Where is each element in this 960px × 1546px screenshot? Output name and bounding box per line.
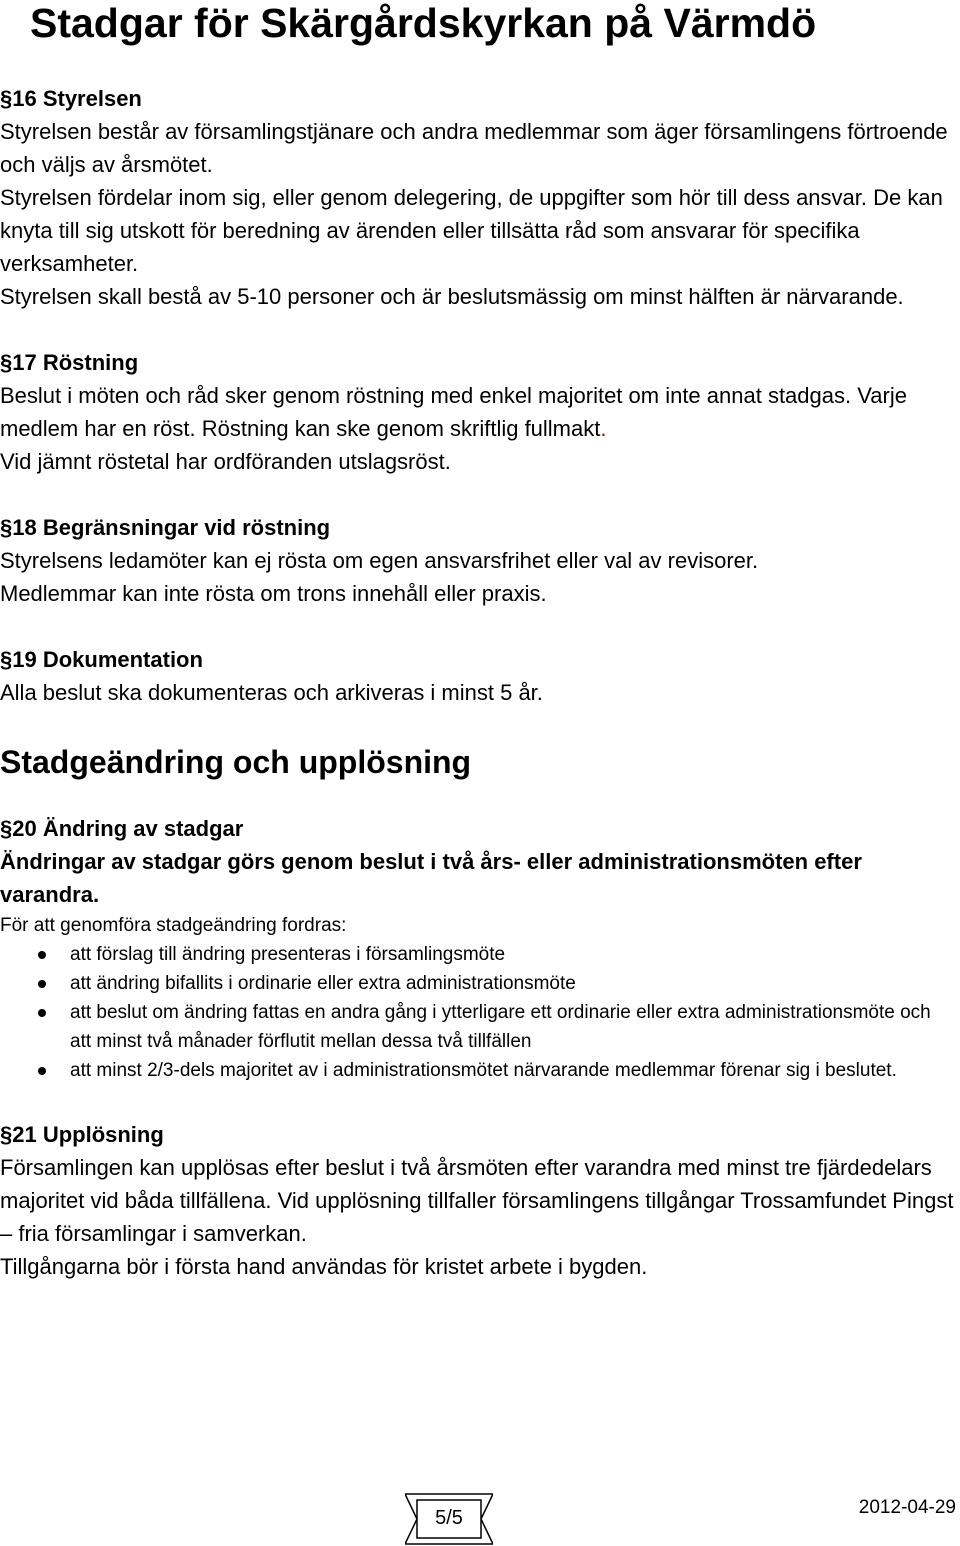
section-heading: §18 Begränsningar vid röstning [0,515,331,540]
paragraph-text: Beslut i möten och råd sker genom röstning med enkel majoritet om inte annat stadgas. Varje medlem har en röst. Röstning kan ske genom skriftlig fullmakt [0,383,907,441]
section-heading: §17 Röstning [0,350,139,375]
document-title: Stadgar för Skärgårdskyrkan på Värmdö [30,0,817,46]
paragraph: Medlemmar kan inte rösta om trons innehåll eller praxis. [0,581,547,606]
footer-date: 2012-04-29 [858,1497,956,1518]
chapter-heading: Stadgeändring och upplösning [0,744,472,780]
paragraph: Alla beslut ska dokumenteras och arkiveras i minst 5 år. [0,680,543,705]
section-heading: §19 Dokumentation [0,647,203,672]
paragraph: Styrelsen fördelar inom sig, eller genom delegering, de uppgifter som hör till dess ansvar. De kan knyta till sig utskott för beredning av ärenden eller tillsätta råd som ansvarar för specifika verksamheter. [0,185,943,276]
list-item-text: att förslag till ändring presenteras i församlingsmöte [70,944,506,965]
list-item [0,969,955,998]
section-heading: §16 Styrelsen [0,86,142,111]
section-heading: §20 Ändring av stadgar [0,816,244,841]
list-item [0,998,955,1056]
paragraph: Styrelsens ledamöter kan ej rösta om egen ansvarsfrihet eller val av revisorer. [0,548,759,573]
bullet-icon [38,951,46,959]
section-19 [0,643,955,709]
list-item-text: att ändring bifallits i ordinarie eller extra administrationsmöte [70,973,576,994]
bullet-icon [38,980,46,988]
section-17 [0,346,955,478]
bold-paragraph: Ändringar av stadgar görs genom beslut i två års- eller administrationsmöten efter varandra. [0,849,862,907]
bullet-icon [38,1067,46,1075]
section-18 [0,511,955,610]
section-21 [0,1118,955,1283]
document-body [0,82,955,1316]
red-period: . [600,416,607,441]
paragraph: Vid jämnt röstetal har ordföranden utslagsröst. [0,449,451,474]
paragraph [0,379,955,445]
page-number: 5/5 [435,1507,463,1529]
page-number-box [405,1492,493,1546]
list-item [0,1056,955,1085]
paragraph: Församlingen kan upplösas efter beslut i två årsmöten efter varandra med minst tre fjärdedelars majoritet vid båda tillfällena. Vid upplösning tillfaller församlingens tillgångar Trossamfundet Pingst – fria församlingar i samverkan. [0,1155,954,1246]
paragraph: Styrelsen skall bestå av 5-10 personer och är beslutsmässig om minst hälften är närvarande. [0,284,904,309]
list-item-text: att beslut om ändring fattas en andra gång i ytterligare ett ordinarie eller extra administrationsmöte och att minst två månader förflutit mellan dessa två tillfällen [70,1002,931,1052]
bullet-icon [38,1009,46,1017]
section-heading: §21 Upplösning [0,1122,164,1147]
list-item-text: att minst 2/3-dels majoritet av i administrationsmötet närvarande medlemmar förenar sig i beslutet. [70,1060,897,1081]
intro-text: För att genomföra stadgeändring fordras: [0,915,347,936]
paragraph: Styrelsen består av församlingstjänare och andra medlemmar som äger församlingens förtroende och väljs av årsmötet. [0,119,948,177]
section-20 [0,812,955,1085]
paragraph: Tillgångarna bör i första hand användas för kristet arbete i bygden. [0,1254,648,1279]
list-item [0,940,955,969]
bullet-list [0,940,955,1085]
section-16 [0,82,955,313]
